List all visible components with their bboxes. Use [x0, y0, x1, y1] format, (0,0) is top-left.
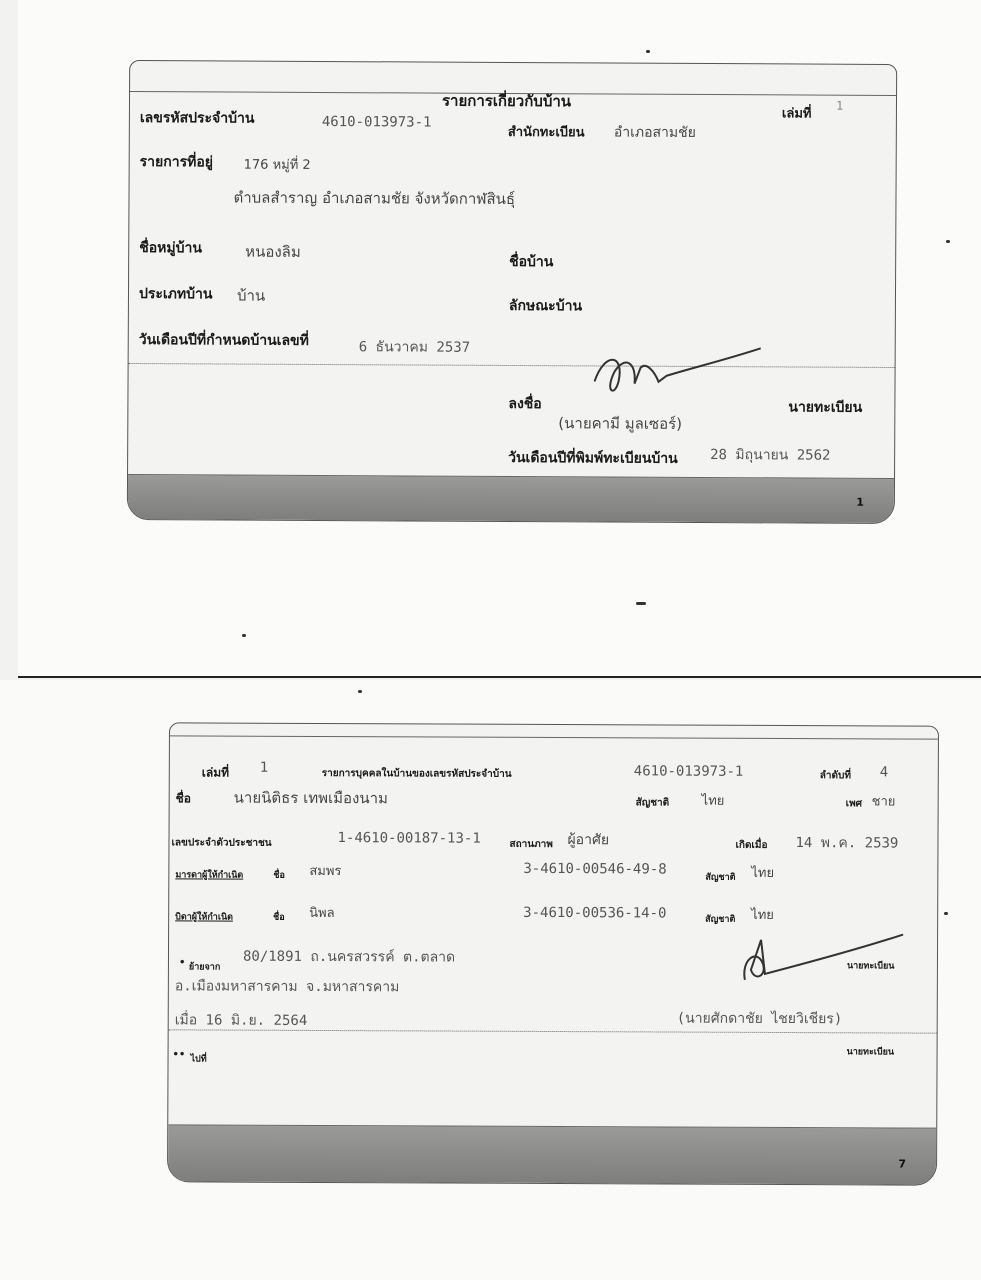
name-label: ชื่อ: [175, 791, 192, 806]
father-nationality-value: ไทย: [751, 907, 774, 923]
mother-nationality-value: ไทย: [751, 865, 775, 881]
book-label: เล่มที่: [781, 106, 812, 122]
house-record-card: [127, 60, 897, 524]
card-top-rule: [170, 735, 938, 739]
print-date-value: 28 มิถุนายน 2562: [710, 447, 831, 464]
house-type-label: ประเภทบ้าน: [138, 286, 213, 303]
registrar-label-1: นายทะเบียน: [846, 961, 895, 972]
registrar-name: (นายคามี มูลเซอร์): [558, 414, 683, 433]
paper-speck: [646, 50, 650, 53]
mother-id: 3-4610-00546-49-8: [523, 860, 667, 878]
person-record-card: [167, 722, 939, 1185]
card-footer-bar: [168, 1124, 936, 1184]
father-label: บิดาผู้ให้กำเนิด: [175, 912, 233, 923]
paper-speck: [358, 690, 362, 693]
village-name-value: หนองลิม: [245, 242, 301, 261]
address-label: รายการที่อยู่: [139, 154, 213, 171]
card-footer-bar: [128, 474, 894, 523]
registrar-name: (นายศักดาชัย ไชยวิเชียร): [676, 1010, 843, 1028]
registrar-signature: [574, 341, 764, 408]
status-value: ผู้อาศัย: [567, 832, 610, 849]
book-label: เล่มที่: [201, 765, 230, 780]
sex-value: ชาย: [871, 794, 896, 810]
house-card-title: รายการเกี่ยวกับบ้าน: [441, 91, 572, 111]
birth-label: เกิดเมื่อ: [735, 839, 768, 851]
village-name-label: ชื่อหมู่บ้าน: [139, 240, 202, 257]
house-code-label: เลขรหัสประจำบ้าน: [139, 110, 255, 127]
dotted-divider: [129, 363, 895, 368]
moved-from-line-2: อ.เมืองมหาสารคาม จ.มหาสารคาม: [174, 978, 400, 996]
person-list-title: รายการบุคคลในบ้านของเลขรหัสประจำบ้าน: [321, 767, 512, 780]
id-value: 1-4610-00187-13-1: [337, 830, 481, 847]
book-value: 1: [259, 759, 269, 776]
mother-name-value: สมพร: [309, 863, 342, 880]
order-label: ลำดับที่: [819, 770, 851, 782]
paper-speck: [242, 634, 246, 637]
print-date-label: วันเดือนปีที่พิมพ์ทะเบียนบ้าน: [508, 449, 678, 467]
father-name-label: ชื่อ: [273, 912, 285, 923]
id-label: เลขประจำตัวประชาชน: [171, 837, 272, 849]
house-code-value: 4610-013973-1: [633, 763, 744, 780]
father-id: 3-4610-00536-14-0: [523, 904, 667, 922]
registrar-label-2: นายทะเบียน: [846, 1047, 895, 1058]
moved-from-label: ย้ายจาก: [188, 962, 221, 973]
page-number: 1: [856, 495, 864, 509]
paper-speck: [636, 602, 646, 605]
moved-to-bullet: ••: [172, 1049, 186, 1061]
house-character-label: ลักษณะบ้าน: [508, 297, 583, 315]
status-label: สถานภาพ: [509, 838, 553, 850]
house-type-value: บ้าน: [236, 286, 266, 305]
sex-label: เพศ: [845, 798, 863, 810]
address-line-2: ตำบลสำราญ อำเภอสามชัย จังหวัดกาฬสินธุ์: [233, 188, 516, 209]
mother-nationality-label: สัญชาติ: [705, 872, 736, 883]
house-code-value: 4610-013973-1: [321, 114, 432, 131]
birth-value: 14 พ.ค. 2539: [795, 835, 899, 852]
number-assigned-date-label: วันเดือนปีที่กำหนดบ้านเลขที่: [138, 332, 309, 349]
address-line-1: 176 หมู่ที่ 2: [243, 157, 311, 173]
registry-office-label: สำนักทะเบียน: [507, 124, 585, 141]
paper-speck: [944, 912, 948, 915]
mother-label: มารดาผู้ให้กำเนิด: [175, 870, 244, 881]
moved-from-bullet: •: [178, 957, 186, 969]
mother-name-label: ชื่อ: [273, 870, 285, 881]
nationality-label: สัญชาติ: [635, 797, 670, 809]
house-name-label: ชื่อบ้าน: [509, 253, 554, 271]
moved-to-label: ไปที่: [190, 1054, 207, 1065]
moved-from-date: เมื่อ 16 มิ.ย. 2564: [174, 1012, 308, 1029]
page-number: 7: [898, 1157, 907, 1171]
name-value: นายนิติธร เทพเมืองนาม: [233, 788, 388, 808]
sign-label: ลงชื่อ: [508, 395, 542, 413]
registrar-label: นายทะเบียน: [788, 399, 863, 416]
number-assigned-date-value: 6 ธันวาคม 2537: [358, 339, 471, 356]
paper-speck: [946, 240, 950, 243]
book-value: 1: [835, 98, 844, 113]
father-nationality-label: สัญชาติ: [705, 914, 736, 925]
moved-from-line-1: 80/1891 ถ.นครสวรรค์ ต.ตลาด: [242, 948, 456, 966]
father-name-value: นิพล: [309, 905, 335, 922]
order-value: 4: [879, 764, 889, 781]
nationality-value: ไทย: [701, 793, 725, 809]
registry-office-value: อำเภอสามชัย: [613, 124, 696, 141]
